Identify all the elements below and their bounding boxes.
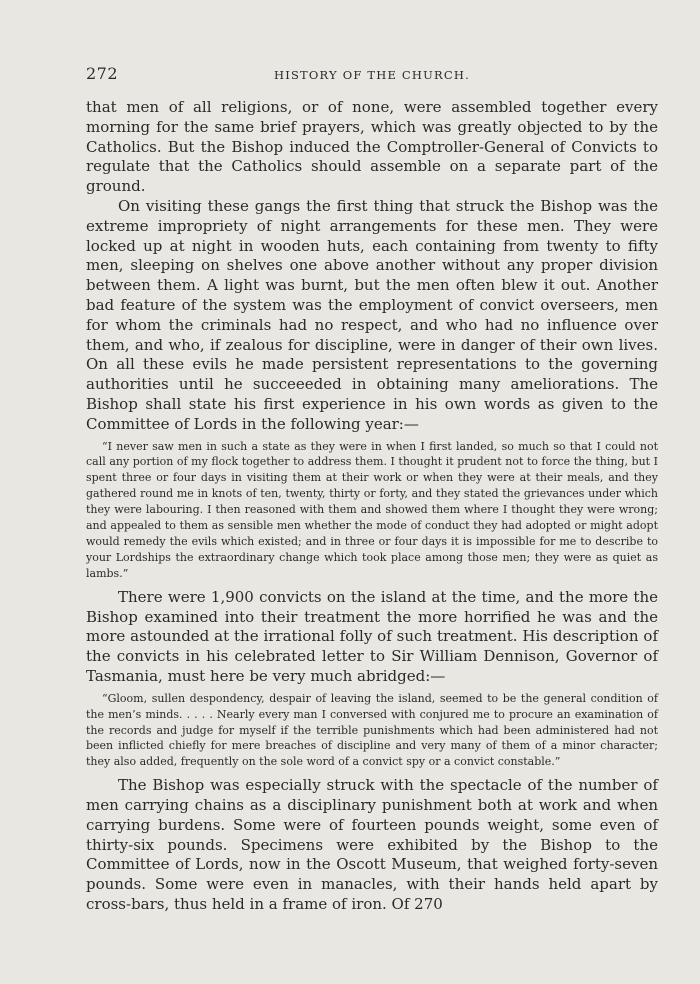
paragraph-chains: The Bishop was especially struck with the spectacle of the number of men carrying chains as a disciplinary punishment both at work and when carrying burdens. Some were of fourteen pounds weight, some even of thirty-six pounds. Specimens were exhibited by the Bishop to the Committee of Lords, now in the Oscott Museum, that weighed forty-seven pounds. Some were even in manacles, with their hands held apart by cross-bars, thus held in a frame of iron. Of 270 — [86, 776, 658, 913]
paragraph-continuation: that men of all religions, or of none, were assembled together every morning for the same brief prayers, which was greatly objected to by the Catholics. But the Bishop induced the Comptroller-General of Convicts to regulate that the Catholics should assemble on a separate part of the ground. — [86, 98, 658, 196]
block-quote-lords: “I never saw men in such a state as they were in when I first landed, so much so that I could not call any portion of my flock together to address them. I thought it prudent not to force the thing, but I spent three or four days in visiting them at their work or when they were at their meals, and they gathered round me in knots of ten, twenty, thirty or forty, and they stated the grievances under which they were labouring. I then reasoned with them and showed them where I thought they were wrong; and appealed to them as sensible men whether the mode of conduct they had adopted or might adopt would remedy the evils which existed; and in three or four days it is impossible for me to describe to your Lordships the extraordinary change which took place among those men; they were as quiet as lambs.” — [86, 439, 658, 580]
page-number: 272 — [86, 64, 119, 83]
running-title: HISTORY OF THE CHURCH. — [274, 68, 470, 82]
page-header — [86, 64, 658, 86]
paragraph-gangs: On visiting these gangs the first thing that struck the Bishop was the extreme impropriety of night arrangements for these men. They were locked up at night in wooden huts, each containing from twenty to fifty men, sleeping on shelves one above another without any proper division between them. A light was burnt, but the men often blew it out. Another bad feature of the system was the employment of convict overseers, men for whom the criminals had no respect, and who had no influence over them, and who, if zealous for discipline, were in danger of their own lives. On all these evils he made persistent representations to the governing authorities until he succeeeded in obtaining many ameliorations. The Bishop shall state his first experience in his own words as given to the Committee of Lords in the following year:— — [86, 196, 658, 433]
page-body — [86, 98, 658, 915]
block-quote-letter: “Gloom, sullen despondency, despair of leaving the island, seemed to be the general condition of the men’s minds. . . . . Nearly every man I conversed with conjured me to procure an examination of the records and judge for myself if the terrible punishments which had been administered had not been inflicted chiefly for mere breaches of discipline and very many of them of a minor character; they also added, frequently on the sole word of a convict spy or a convict constable.” — [86, 691, 658, 769]
paragraph-convicts: There were 1,900 convicts on the island at the time, and the more the Bishop examined into their treatment the more horrified he was and the more astounded at the irrational folly of such treatment. His description of the convicts in his celebrated letter to Sir William Dennison, Governor of Tasmania, must here be very much abridged:— — [86, 587, 658, 685]
